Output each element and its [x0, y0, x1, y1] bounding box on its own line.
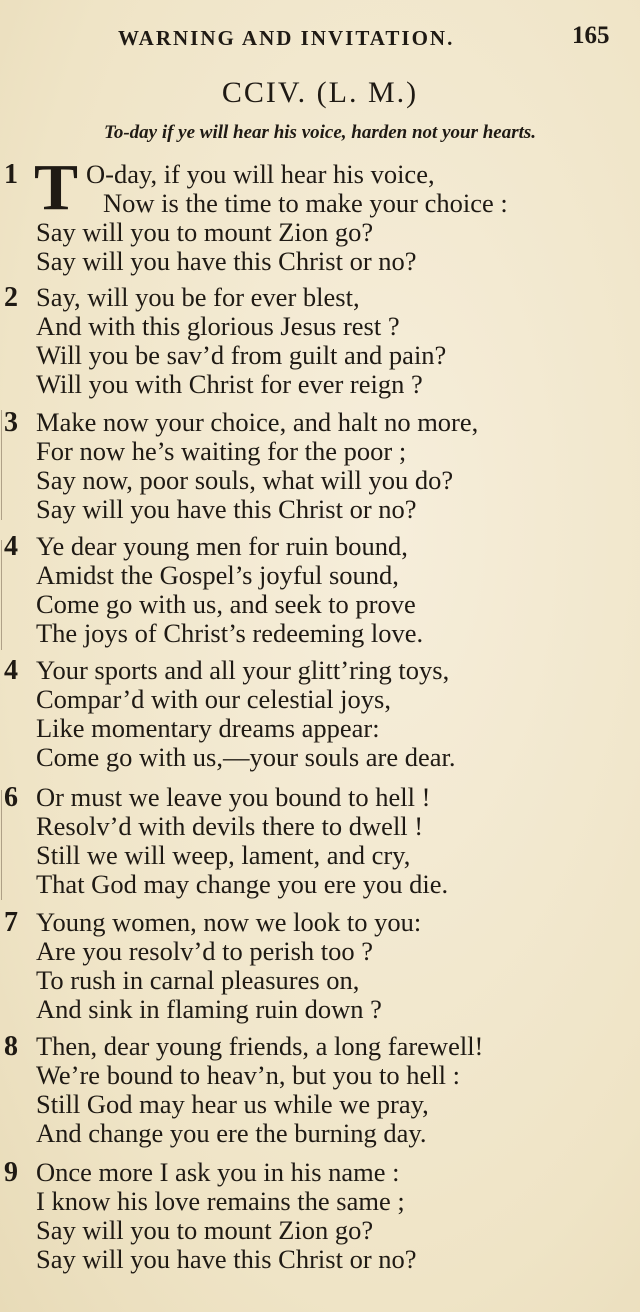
verse-line: Still we will weep, lament, and cry,: [36, 840, 411, 870]
margin-rule: [1, 790, 2, 900]
verse-line: Now is the time to make your choice :: [103, 188, 508, 218]
verse-line: Say will you to mount Zion go?: [36, 217, 374, 247]
verse-line: Resolv’d with devils there to dwell !: [36, 811, 424, 841]
drop-cap: T: [34, 151, 79, 224]
verse-line: Come go with us,—your souls are dear.: [36, 742, 456, 772]
stanza-number: 2: [4, 282, 18, 313]
verse-line: I know his love remains the same ;: [36, 1186, 405, 1216]
verse-line: Once more I ask you in his name :: [36, 1157, 400, 1187]
verse-line: And change you ere the burning day.: [36, 1118, 427, 1148]
hymn-title: CCIV. (L. M.): [221, 76, 419, 109]
verse-line: Amidst the Gospel’s joyful sound,: [36, 560, 399, 590]
verse-line: Ye dear young men for ruin bound,: [36, 531, 408, 561]
stanza-number: 6: [4, 782, 18, 813]
verse-line: For now he’s waiting for the poor ;: [36, 436, 407, 466]
verse-line: Or must we leave you bound to hell !: [36, 782, 431, 812]
verse-line: Still God may hear us while we pray,: [36, 1089, 429, 1119]
running-title: WARNING AND INVITATION.: [118, 26, 455, 50]
verse-line: Compar’d with our celestial joys,: [36, 684, 391, 714]
verse-line: Say will you to mount Zion go?: [36, 1215, 374, 1245]
verse-line: Will you with Christ for ever reign ?: [36, 369, 423, 399]
verse-line: Say will you have this Christ or no?: [36, 494, 417, 524]
verse-line: We’re bound to heav’n, but you to hell :: [36, 1060, 460, 1090]
verse-line: Your sports and all your glitt’ring toys,: [36, 655, 450, 685]
stanza-number: 4: [4, 531, 18, 562]
verse-line: Are you resolv’d to perish too ?: [36, 936, 374, 966]
verse-line: Will you be sav’d from guilt and pain?: [36, 340, 447, 370]
verse-line: And sink in flaming ruin down ?: [36, 994, 382, 1024]
verse-line: Make now your choice, and halt no more,: [36, 407, 479, 437]
page-number: 165: [572, 22, 610, 49]
verse-line: Say now, poor souls, what will you do?: [36, 465, 454, 495]
stanza-number: 3: [4, 407, 18, 438]
verse-line: Then, dear young friends, a long farewell!: [36, 1031, 484, 1061]
stanza-number: 7: [4, 907, 18, 938]
stanza-number: 8: [4, 1031, 18, 1062]
verse-line: That God may change you ere you die.: [36, 869, 449, 899]
stanza-number: 1: [4, 159, 18, 190]
verse-line: Say will you have this Christ or no?: [36, 1244, 417, 1274]
verse-line: Young women, now we look to you:: [36, 907, 422, 937]
verse-line: O-day, if you will hear his voice,: [86, 159, 435, 189]
margin-rule: [1, 410, 2, 520]
verse-line: The joys of Christ’s redeeming love.: [36, 618, 424, 648]
stanza-number: 9: [4, 1157, 18, 1188]
hymn-epigraph: To-day if ye will hear his voice, harden not your hearts.: [103, 122, 537, 143]
margin-rule: [1, 540, 2, 650]
verse-line: To rush in carnal pleasures on,: [36, 965, 360, 995]
verse-line: Come go with us, and seek to prove: [36, 589, 416, 619]
verse-line: Say will you have this Christ or no?: [36, 246, 417, 276]
verse-line: Say, will you be for ever blest,: [36, 282, 360, 312]
verse-line: Like momentary dreams appear:: [36, 713, 380, 743]
verse-line: And with this glorious Jesus rest ?: [36, 311, 400, 341]
stanza-number: 4: [4, 655, 18, 686]
